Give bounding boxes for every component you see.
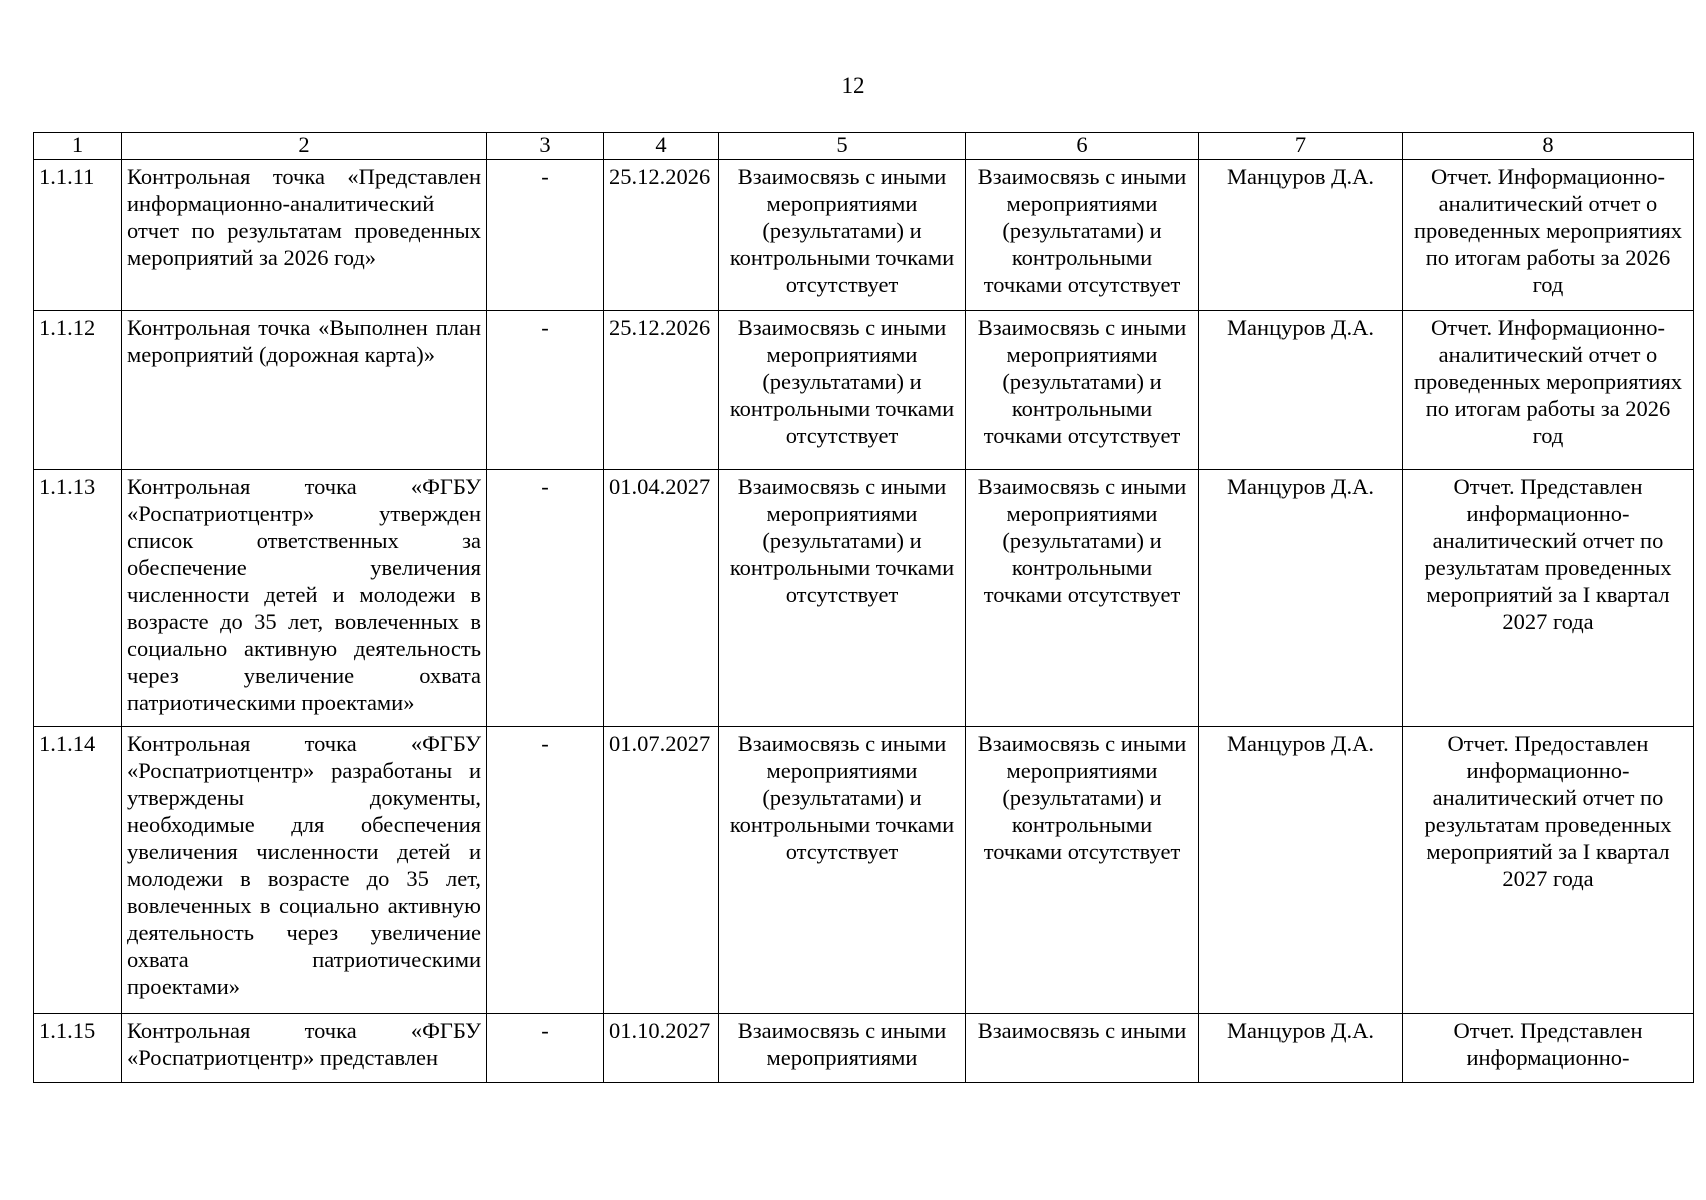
column-header: 3 [487, 133, 604, 160]
responsible-cell: Манцуров Д.А. [1199, 160, 1403, 311]
relation-measures-cell: Взаимосвязь с иными мероприятиями (результатами) и контрольными точками отсутствует [719, 470, 966, 727]
row-number-cell: 1.1.13 [34, 470, 122, 727]
table-row [34, 311, 1694, 470]
responsible-cell: Манцуров Д.А. [1199, 470, 1403, 727]
table-row [34, 1014, 1694, 1083]
deadline-date-cell: 01.07.2027 [604, 727, 719, 1014]
row-number-cell: 1.1.14 [34, 727, 122, 1014]
control-points-table [33, 132, 1694, 1083]
column-3-cell: - [487, 727, 604, 1014]
column-header: 1 [34, 133, 122, 160]
table-row [34, 160, 1694, 311]
relation-points-cell: Взаимосвязь с иными [966, 1014, 1199, 1083]
column-header: 6 [966, 133, 1199, 160]
responsible-cell: Манцуров Д.А. [1199, 1014, 1403, 1083]
header-row [34, 133, 1694, 160]
column-3-cell: - [487, 1014, 604, 1083]
report-cell: Отчет. Представлен информационно-аналитический отчет по результатам проведенных мероприятий за I квартал 2027 года [1403, 470, 1694, 727]
relation-measures-cell: Взаимосвязь с иными мероприятиями (результатами) и контрольными точками отсутствует [719, 160, 966, 311]
column-header: 8 [1403, 133, 1694, 160]
page-number: 12 [841, 73, 865, 98]
relation-measures-cell: Взаимосвязь с иными мероприятиями (результатами) и контрольными точками отсутствует [719, 727, 966, 1014]
row-number-cell: 1.1.15 [34, 1014, 122, 1083]
column-3-cell: - [487, 470, 604, 727]
deadline-date-cell: 01.04.2027 [604, 470, 719, 727]
responsible-cell: Манцуров Д.А. [1199, 727, 1403, 1014]
column-3-cell: - [487, 160, 604, 311]
column-header: 7 [1199, 133, 1403, 160]
report-cell: Отчет. Информационно-аналитический отчет о проведенных мероприятиях по итогам работы за 2026 год [1403, 311, 1694, 470]
column-header: 5 [719, 133, 966, 160]
column-header: 4 [604, 133, 719, 160]
control-point-name-cell: Контрольная точка «ФГБУ «Роспатриотцентр» утвержден список ответственных за обеспечение увеличения численности детей и молодежи в возрасте до 35 лет, вовлеченных в социально активную деятельность через увеличение охвата патриотическими проектами» [122, 470, 487, 727]
deadline-date-cell: 01.10.2027 [604, 1014, 719, 1083]
row-number-cell: 1.1.11 [34, 160, 122, 311]
relation-measures-cell: Взаимосвязь с иными мероприятиями (результатами) и контрольными точками отсутствует [719, 311, 966, 470]
table-row [34, 727, 1694, 1014]
row-number-cell: 1.1.12 [34, 311, 122, 470]
control-point-name-cell: Контрольная точка «ФГБУ «Роспатриотцентр» представлен [122, 1014, 487, 1083]
relation-points-cell: Взаимосвязь с иными мероприятиями (результатами) и контрольными точками отсутствует [966, 727, 1199, 1014]
report-cell: Отчет. Информационно-аналитический отчет о проведенных мероприятиях по итогам работы за 2026 год [1403, 160, 1694, 311]
column-3-cell: - [487, 311, 604, 470]
control-point-name-cell: Контрольная точка «Выполнен план мероприятий (дорожная карта)» [122, 311, 487, 470]
responsible-cell: Манцуров Д.А. [1199, 311, 1403, 470]
relation-points-cell: Взаимосвязь с иными мероприятиями (результатами) и контрольными точками отсутствует [966, 470, 1199, 727]
report-cell: Отчет. Предоставлен информационно-аналитический отчет по результатам проведенных мероприятий за I квартал 2027 года [1403, 727, 1694, 1014]
column-header: 2 [122, 133, 487, 160]
relation-points-cell: Взаимосвязь с иными мероприятиями (результатами) и контрольными точками отсутствует [966, 311, 1199, 470]
table-row [34, 470, 1694, 727]
control-point-name-cell: Контрольная точка «ФГБУ «Роспатриотцентр» разработаны и утверждены документы, необходимые для обеспечения увеличения численности детей и молодежи в возрасте до 35 лет, вовлеченных в социально активную деятельность через увеличение охвата патриотическими проектами» [122, 727, 487, 1014]
report-cell: Отчет. Представлен информационно- [1403, 1014, 1694, 1083]
deadline-date-cell: 25.12.2026 [604, 311, 719, 470]
deadline-date-cell: 25.12.2026 [604, 160, 719, 311]
relation-measures-cell: Взаимосвязь с иными мероприятиями [719, 1014, 966, 1083]
relation-points-cell: Взаимосвязь с иными мероприятиями (результатами) и контрольными точками отсутствует [966, 160, 1199, 311]
control-point-name-cell: Контрольная точка «Представлен информационно-аналитический отчет по результатам проведенных мероприятий за 2026 год» [122, 160, 487, 311]
